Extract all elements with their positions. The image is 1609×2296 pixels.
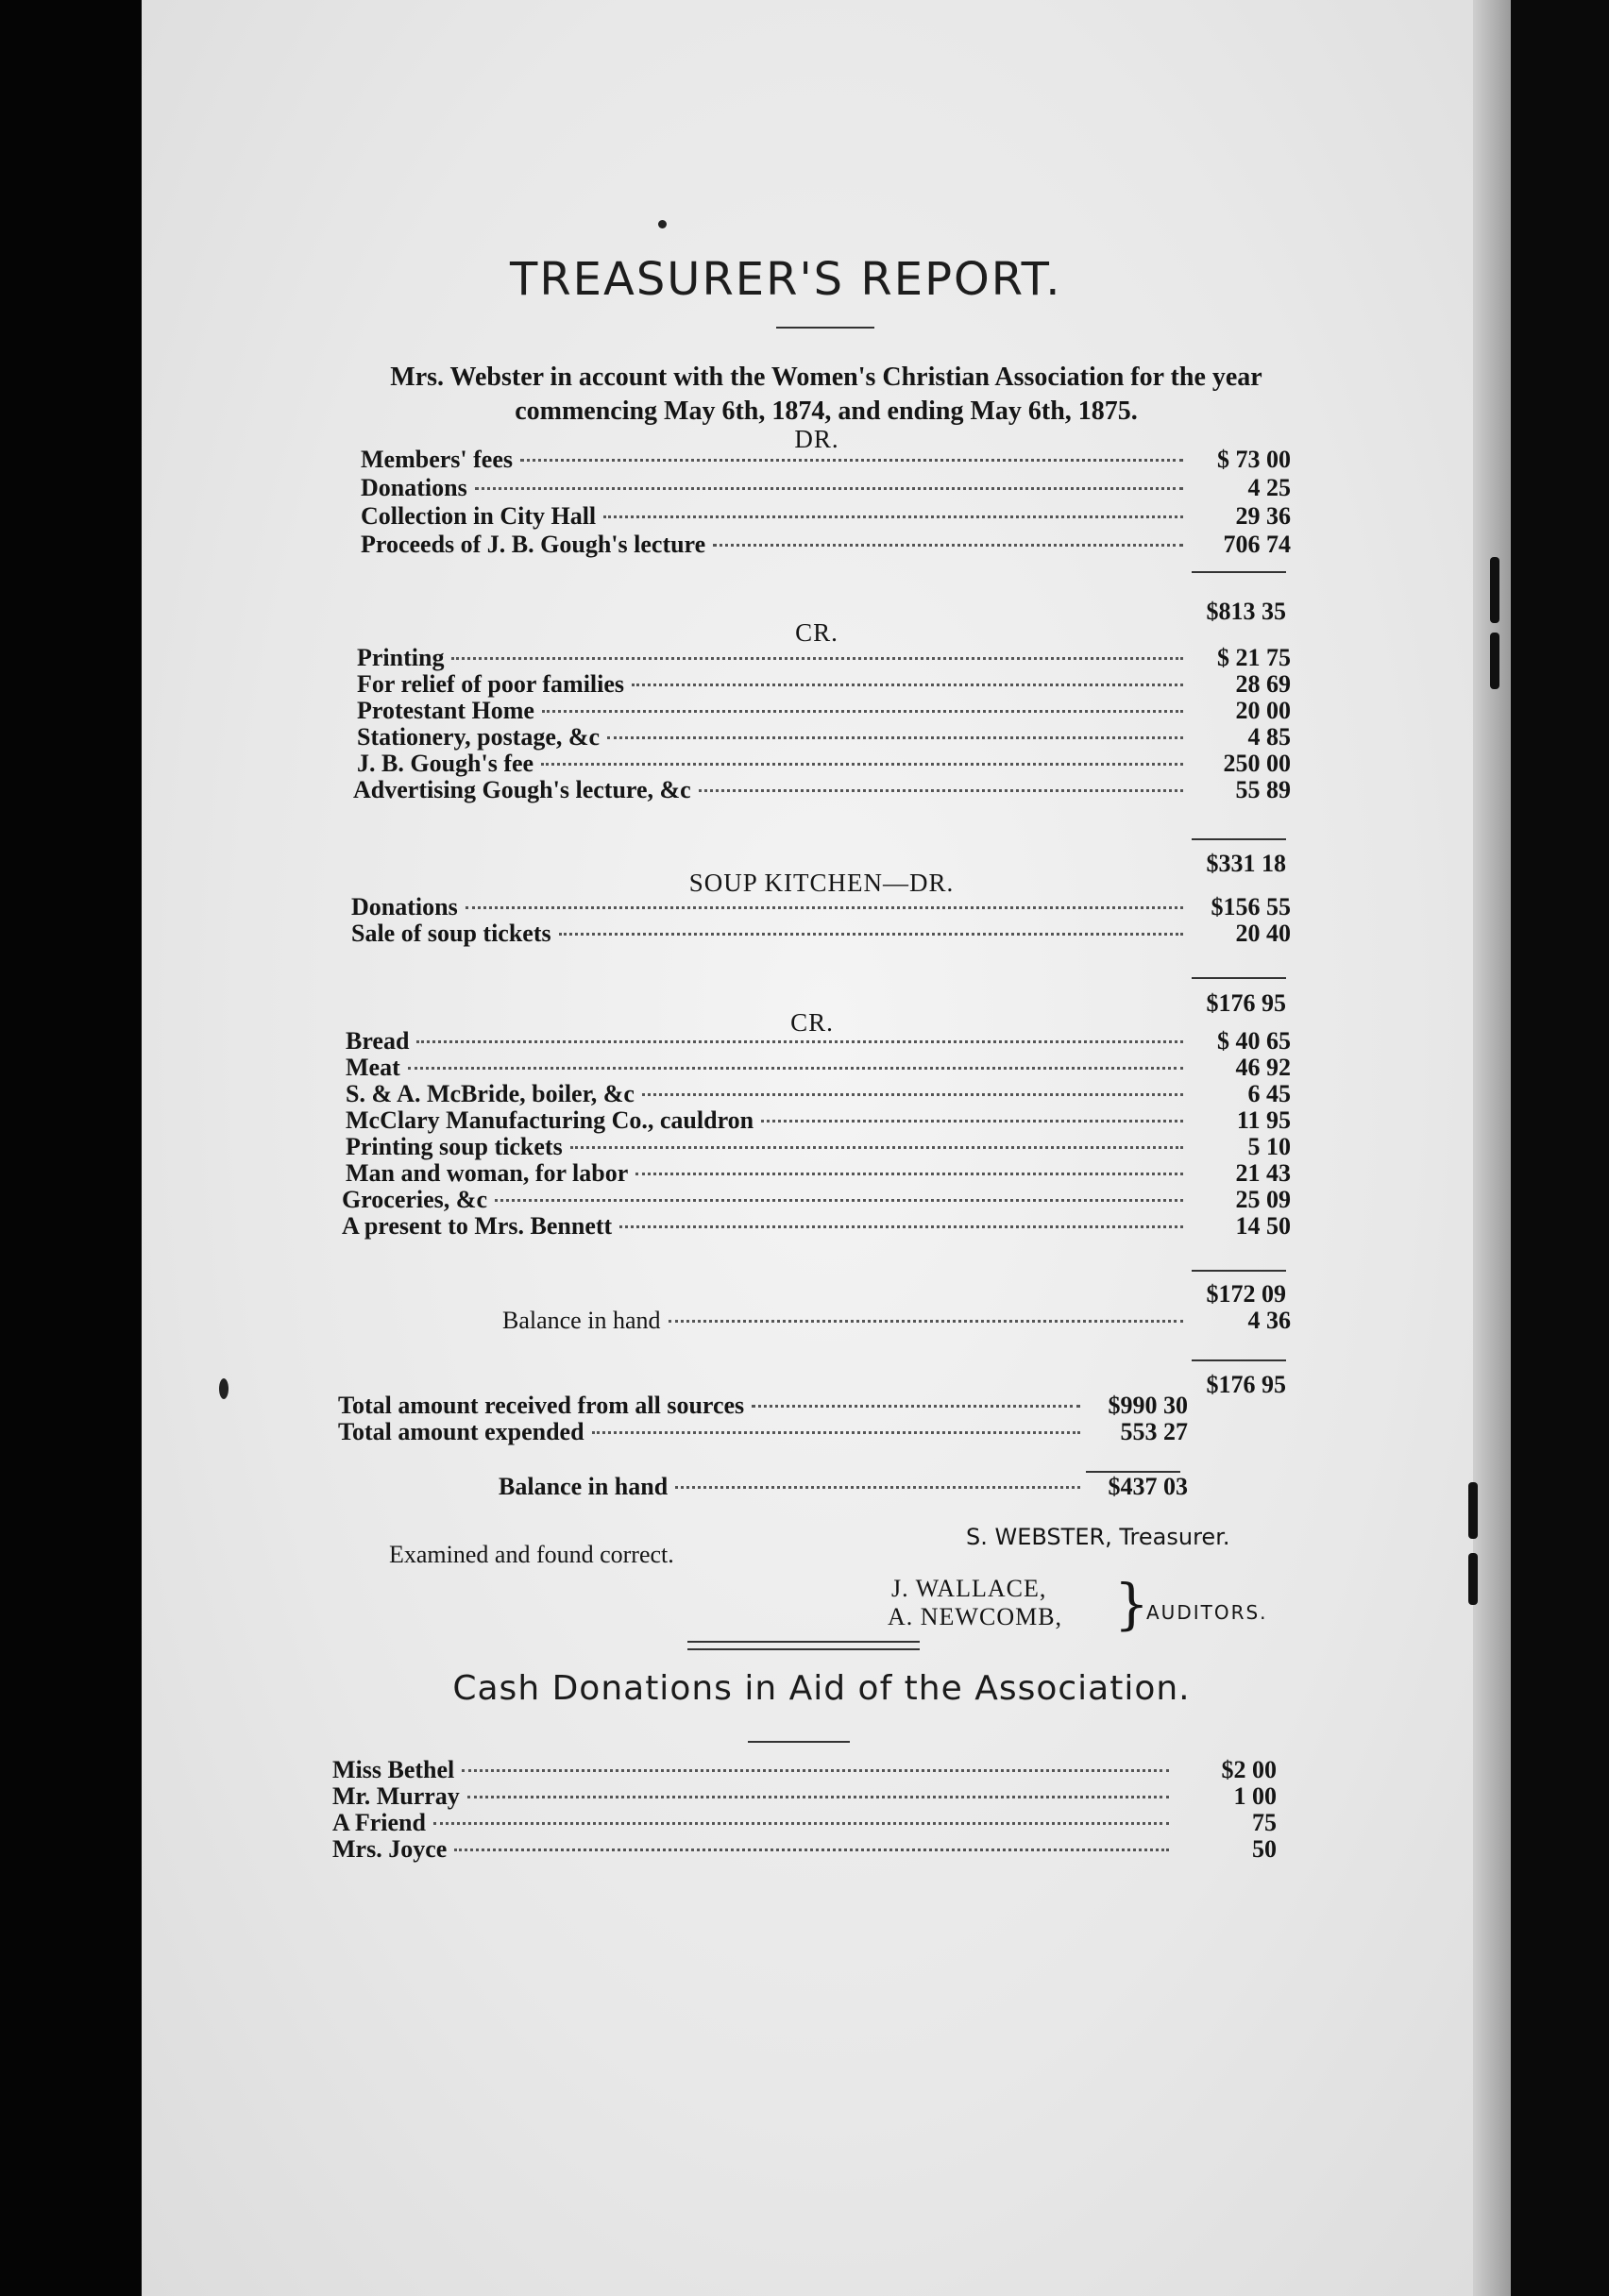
ledger-row <box>346 1054 1291 1082</box>
donations-heading: Cash Donations in Aid of the Association. <box>452 1669 1191 1708</box>
section-total: $331 18 <box>1206 850 1286 877</box>
binding-mark <box>1490 633 1499 689</box>
total-rule <box>1192 977 1286 979</box>
leader-dots <box>462 1769 1169 1772</box>
row-amount: 55 89 <box>1235 776 1291 803</box>
donation-row <box>332 1835 1277 1864</box>
row-amount: 20 40 <box>1235 920 1291 947</box>
row-amount: 5 10 <box>1247 1133 1291 1160</box>
balance-row <box>502 1307 1291 1335</box>
leader-dots <box>570 1146 1183 1149</box>
row-amount: 25 09 <box>1235 1186 1291 1213</box>
ledger-row <box>361 446 1291 474</box>
row-amount: 28 69 <box>1235 670 1291 698</box>
row-label: Mr. Murray <box>332 1782 460 1810</box>
row-label: A present to Mrs. Bennett <box>342 1212 613 1240</box>
row-label: Mrs. Joyce <box>332 1835 448 1863</box>
row-label: S. & A. McBride, boiler, &c <box>346 1080 635 1107</box>
section-heading-soup-kitchen: SOUP KITCHEN—DR. <box>688 869 955 897</box>
row-label: Members' fees <box>361 446 513 473</box>
row-label: Printing soup tickets <box>346 1133 563 1160</box>
donations-rule <box>748 1741 850 1743</box>
ledger-row <box>342 1186 1291 1214</box>
total-rule <box>1192 838 1286 840</box>
intro-paragraph: Mrs. Webster in account with the Women's Christian Association for the year commencing May 6th, 1874, and ending May 6th, 1875. <box>390 363 1262 426</box>
section-total: $813 35 <box>1206 598 1286 625</box>
ledger-row <box>351 920 1291 948</box>
donation-row <box>332 1809 1277 1837</box>
ink-speck <box>219 1378 229 1399</box>
leader-dots <box>619 1225 1183 1228</box>
scan-left-margin <box>0 0 142 2296</box>
row-label: Miss Bethel <box>332 1756 455 1783</box>
row-amount: $ 21 75 <box>1217 644 1291 671</box>
leader-dots <box>607 736 1183 739</box>
row-label: Printing <box>357 644 445 671</box>
leader-dots <box>467 1796 1169 1798</box>
ledger-row <box>357 644 1291 672</box>
leader-dots <box>699 789 1183 792</box>
row-amount: 706 74 <box>1223 531 1291 558</box>
auditors-label: AUDITORS. <box>1146 1601 1268 1624</box>
section-heading-dr: DR. <box>794 425 839 453</box>
leader-dots <box>475 487 1183 490</box>
row-label: A Friend <box>332 1809 426 1836</box>
section-total: $176 95 <box>1206 1371 1286 1398</box>
total-rule <box>1192 1270 1286 1272</box>
row-amount: 4 85 <box>1247 723 1291 751</box>
summary-row-received <box>338 1392 1188 1420</box>
leader-dots <box>761 1120 1183 1123</box>
leader-dots <box>592 1431 1080 1434</box>
leader-dots <box>752 1405 1080 1408</box>
row-label: Bread <box>346 1027 410 1055</box>
row-label: McClary Manufacturing Co., cauldron <box>346 1106 754 1134</box>
ledger-row <box>357 670 1291 699</box>
row-amount: $156 55 <box>1211 893 1291 920</box>
row-label: Sale of soup tickets <box>351 920 551 947</box>
examined-note: Examined and found correct. <box>389 1541 674 1568</box>
total-rule <box>1192 571 1286 573</box>
leader-dots <box>466 906 1183 909</box>
row-amount: 14 50 <box>1235 1212 1291 1240</box>
row-label: Donations <box>361 474 467 501</box>
title-rule <box>776 327 874 329</box>
ledger-row <box>361 531 1291 559</box>
row-amount: $ 73 00 <box>1217 446 1291 473</box>
row-label: Proceeds of J. B. Gough's lecture <box>361 531 706 558</box>
ledger-row <box>357 750 1291 778</box>
row-label: Protestant Home <box>357 697 534 724</box>
row-amount: 75 <box>1252 1809 1277 1836</box>
ledger-row <box>353 776 1291 804</box>
row-amount: 6 45 <box>1247 1080 1291 1107</box>
row-amount: 1 00 <box>1233 1782 1277 1810</box>
row-amount: 250 00 <box>1223 750 1291 777</box>
row-amount: 46 92 <box>1235 1054 1291 1081</box>
double-rule <box>687 1648 920 1650</box>
section-subtotal: $172 09 <box>1206 1280 1286 1308</box>
auditor-name: A. NEWCOMB, <box>888 1603 1063 1630</box>
summary-row-balance <box>499 1473 1188 1501</box>
row-amount: $990 30 <box>1108 1392 1188 1419</box>
row-amount: 29 36 <box>1235 502 1291 530</box>
leader-dots <box>408 1067 1183 1070</box>
row-label: Stationery, postage, &c <box>357 723 601 751</box>
treasurer-signature: S. WEBSTER, Treasurer. <box>966 1524 1230 1550</box>
double-rule <box>687 1641 920 1643</box>
row-label: Man and woman, for labor <box>346 1159 629 1187</box>
leader-dots <box>433 1822 1169 1825</box>
donation-row <box>332 1756 1277 1784</box>
row-amount: $437 03 <box>1108 1473 1188 1500</box>
leader-dots <box>559 933 1183 936</box>
page-title: TREASURER'S REPORT. <box>510 253 1062 306</box>
section-heading-cr: CR. <box>795 618 838 647</box>
row-amount: 553 27 <box>1120 1418 1188 1445</box>
row-label: Balance in hand <box>499 1473 669 1500</box>
ledger-row <box>357 697 1291 725</box>
row-label: J. B. Gough's fee <box>357 750 534 777</box>
ledger-row <box>361 474 1291 502</box>
leader-dots <box>451 657 1183 660</box>
leader-dots <box>603 515 1183 518</box>
row-amount: 50 <box>1252 1835 1277 1863</box>
leader-dots <box>632 684 1183 686</box>
row-label: Advertising Gough's lecture, &c <box>353 776 691 803</box>
summary-row-expended <box>338 1418 1188 1446</box>
leader-dots <box>675 1486 1080 1489</box>
row-label: Meat <box>346 1054 400 1081</box>
row-amount: 21 43 <box>1235 1159 1291 1187</box>
row-label: Total amount received from all sources <box>338 1392 745 1419</box>
row-amount: $ 40 65 <box>1217 1027 1291 1055</box>
ledger-row <box>361 502 1291 531</box>
row-amount: 4 25 <box>1247 474 1291 501</box>
leader-dots <box>635 1173 1183 1175</box>
scan-right-margin <box>1511 0 1609 2296</box>
row-label: For relief of poor families <box>357 670 625 698</box>
leader-dots <box>542 710 1183 713</box>
binding-mark <box>1468 1482 1478 1539</box>
donation-row <box>332 1782 1277 1811</box>
ink-speck <box>658 220 667 228</box>
row-label: Collection in City Hall <box>361 502 597 530</box>
leader-dots <box>541 763 1183 766</box>
ledger-row <box>351 893 1291 921</box>
leader-dots <box>642 1093 1183 1096</box>
ledger-row <box>346 1159 1291 1188</box>
leader-dots <box>520 459 1183 462</box>
ledger-row <box>357 723 1291 751</box>
ledger-row <box>346 1106 1291 1135</box>
row-amount: $2 00 <box>1221 1756 1277 1783</box>
row-label: Groceries, &c <box>342 1186 487 1213</box>
leader-dots <box>713 544 1183 547</box>
leader-dots <box>495 1199 1183 1202</box>
leader-dots <box>416 1040 1183 1043</box>
page-gutter <box>1473 0 1511 2296</box>
section-total: $176 95 <box>1206 989 1286 1017</box>
ledger-row <box>342 1212 1291 1241</box>
row-label: Total amount expended <box>338 1418 584 1445</box>
row-amount: 11 95 <box>1236 1106 1291 1134</box>
row-label: Donations <box>351 893 458 920</box>
binding-mark <box>1490 557 1499 623</box>
row-label: Balance in hand <box>502 1307 661 1334</box>
section-heading-cr: CR. <box>790 1008 834 1037</box>
leader-dots <box>669 1320 1184 1323</box>
ledger-row <box>346 1133 1291 1161</box>
leader-dots <box>454 1849 1169 1851</box>
total-rule <box>1192 1359 1286 1361</box>
binding-mark <box>1468 1553 1478 1605</box>
ledger-row <box>346 1027 1291 1055</box>
row-amount: 4 36 <box>1247 1307 1291 1334</box>
ledger-row <box>346 1080 1291 1108</box>
auditor-name: J. WALLACE, <box>891 1575 1047 1602</box>
row-amount: 20 00 <box>1235 697 1291 724</box>
auditors-brace: } <box>1114 1572 1149 1636</box>
